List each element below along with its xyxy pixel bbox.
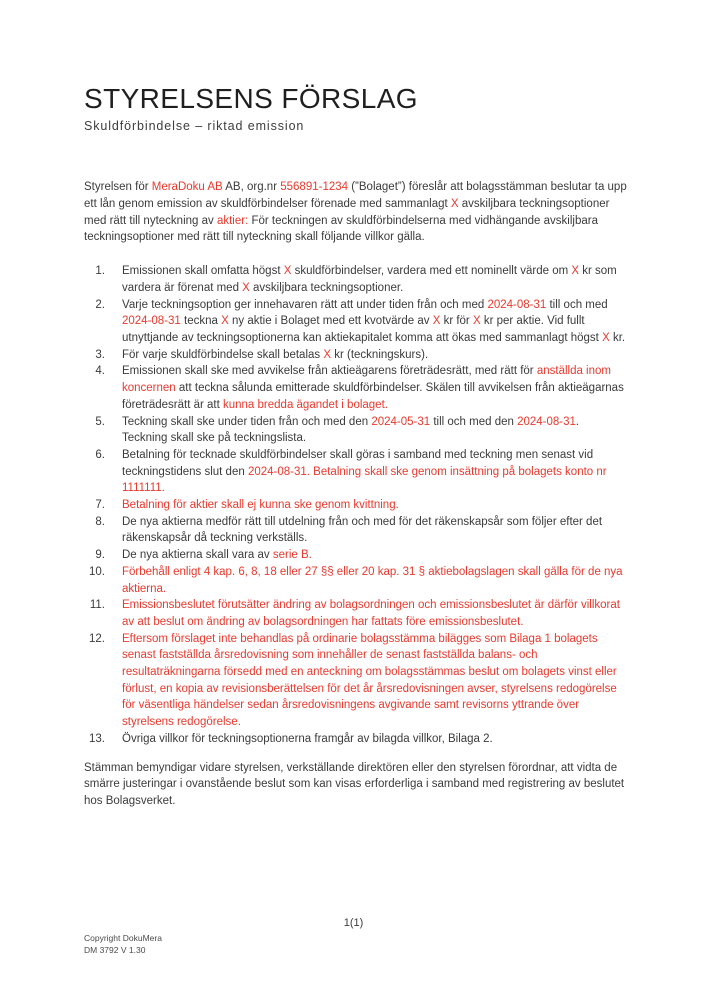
body-text: De nya aktierna medför rätt till utdelning från och med för det räkenskapsår som följer efter det räkenskapsår då teckning verkställs. xyxy=(122,515,603,545)
footer-copyright: Copyright DokuMera xyxy=(84,933,162,943)
item-number: 13. xyxy=(89,732,105,745)
terms-list-item xyxy=(84,564,627,597)
terms-list-item xyxy=(84,631,627,731)
highlighted-field-text: X xyxy=(602,331,610,344)
body-text: skuldförbindelser, vardera med ett nominellt värde om xyxy=(291,265,572,278)
item-number: 10. xyxy=(89,565,105,578)
terms-list xyxy=(84,263,627,747)
body-text: Betalning för tecknade skuldförbindelser skall göras i samband med teckning men senast vid teckningstidens slut den xyxy=(122,448,594,478)
item-number: 4. xyxy=(95,365,105,378)
terms-list-item xyxy=(84,414,627,447)
item-text xyxy=(122,631,627,731)
item-number: 6. xyxy=(95,448,105,461)
item-text xyxy=(122,597,627,630)
item-text xyxy=(122,731,627,748)
item-text xyxy=(122,447,627,497)
item-number: 1. xyxy=(95,265,105,278)
highlighted-field-text: 2024-08-31 xyxy=(517,415,576,428)
item-text xyxy=(122,363,627,413)
body-text: teckna xyxy=(180,315,222,328)
highlighted-field-text: 2024-08-31. Betalning skall ske genom insättning på bolagets konto nr 1111111. xyxy=(122,465,607,495)
highlighted-field-text: 2024-05-31 xyxy=(371,415,431,428)
document-subtitle: Skuldförbindelse – riktad emission xyxy=(84,119,305,134)
highlighted-field-text: aktier: xyxy=(216,214,249,227)
body-text: att teckna sålunda emitterade skuldförbindelser. Skälen till avvikelsen från aktieägarnas företrädesrätt är att xyxy=(122,382,624,411)
highlighted-field-text: X xyxy=(450,198,459,211)
terms-list-item xyxy=(84,597,627,630)
highlighted-field-text: X xyxy=(242,281,250,294)
highlighted-field-text: X xyxy=(432,315,441,328)
document-title: STYRELSENS FÖRSLAG xyxy=(84,83,418,114)
highlighted-field-text: X xyxy=(323,348,332,361)
item-number: 11. xyxy=(89,599,105,612)
item-text xyxy=(122,414,627,447)
body-text: Emissionen skall ske med avvikelse från aktieägarens företrädesrätt, med rätt för xyxy=(122,365,537,378)
highlighted-field-text: kunna bredda ägandet i bolaget. xyxy=(223,398,388,411)
body-text: kr som vardera är förenat med xyxy=(122,265,617,294)
highlighted-field-text: 2024-08-31 xyxy=(487,298,547,311)
highlighted-field-text: Betalning för aktier skall ej kunna ske genom kvittning. xyxy=(122,499,399,512)
body-text: kr (teckningskurs). xyxy=(331,348,429,361)
body-text: avskiljbara teckningsoptioner med rätt till nyteckning av xyxy=(84,198,610,227)
item-text xyxy=(122,297,627,347)
item-text xyxy=(122,263,627,296)
body-text: till och med den xyxy=(430,415,518,428)
body-text: . Teckning skall ske på teckningslista. xyxy=(122,415,580,445)
item-number: 12. xyxy=(89,632,105,645)
terms-list-item xyxy=(84,363,627,413)
footer xyxy=(84,933,162,956)
highlighted-field-text: X xyxy=(472,315,481,328)
item-text xyxy=(122,514,627,547)
body-text: ny aktie i Bolaget med ett kvotvärde av xyxy=(228,315,433,328)
footer-document-id: DM 3792 V 1.30 xyxy=(84,944,146,955)
terms-list-item xyxy=(84,297,627,347)
highlighted-field-text: X xyxy=(283,265,292,278)
highlighted-field-text: MeraDoku AB xyxy=(151,181,223,194)
highlighted-field-text: Förbehåll enligt 4 kap. 6, 8, 18 eller 27 §§ eller 20 kap. 31 § aktiebolagslagen skall gälla för de nya aktierna. xyxy=(122,565,623,595)
item-number: 3. xyxy=(95,348,105,361)
body-text: De nya aktierna skall vara av xyxy=(122,549,273,562)
intro-paragraph xyxy=(84,179,627,246)
body-text: Teckning skall ske under tiden från och med den xyxy=(122,415,372,428)
highlighted-field-text: 2024-08-31 xyxy=(122,315,181,328)
item-text xyxy=(122,497,627,514)
body-text: avskiljbara teckningsoptioner. xyxy=(249,281,404,294)
body-text: Styrelsen för xyxy=(84,181,152,194)
highlighted-field-text: anställda inom koncernen xyxy=(122,365,611,395)
terms-list-item xyxy=(84,497,627,514)
terms-list-item xyxy=(84,731,627,748)
item-number: 7. xyxy=(95,499,105,512)
terms-list-item xyxy=(84,347,627,364)
body-text: Övriga villkor för teckningsoptionerna framgår av bilagda villkor, Bilaga 2. xyxy=(122,732,493,745)
body-text: För varje skuldförbindelse skall betalas xyxy=(122,348,324,361)
document-content xyxy=(84,83,627,810)
terms-list-item xyxy=(84,263,627,296)
highlighted-field-text: serie B. xyxy=(272,549,312,562)
item-text xyxy=(122,347,627,364)
terms-list-item xyxy=(84,514,627,547)
highlighted-field-text: X xyxy=(571,265,580,278)
body-text: Varje teckningsoption ger innehavaren rätt att under tiden från och med xyxy=(122,298,488,311)
terms-list-item xyxy=(84,547,627,564)
body-text: kr för xyxy=(440,315,473,328)
terms-list-item xyxy=(84,447,627,497)
item-text xyxy=(122,564,627,597)
body-text: till och med xyxy=(546,298,608,311)
body-text: kr per aktie. Vid fullt utnyttjande av teckningsoptionerna kan aktiekapitalet komma att ökas med sammanlagt högst xyxy=(122,315,603,344)
page-number: 1(1) xyxy=(343,917,364,929)
body-text: För teckningen av skuldförbindelserna med vidhängande avskiljbara teckningsoptioner med rätt till nyteckning skall följande villkor gälla. xyxy=(84,214,598,244)
body-text: Emissionen skall omfatta högst xyxy=(122,265,284,278)
body-text: Stämman bemyndigar vidare styrelsen, verkställande direktören eller den styrelsen förordnar, att vidta de smärre justeringar i ovanstående beslut som kan visas erforderliga i samband med registrering av beslutet hos Bolagsverket. xyxy=(84,761,625,807)
highlighted-field-text: Emissionsbeslutet förutsätter ändring av bolagsordningen och emissionsbeslutet är därför villkorat av att beslut om ändring av bolagsordningen har fattats före emissionsbeslutet. xyxy=(122,599,620,628)
body-text: AB, org.nr xyxy=(222,181,281,194)
highlighted-field-text: Eftersom förslaget inte behandlas på ordinarie bolagsstämma bilägges som Bilaga 1 bolagets senast fastställda årsredovisning som innehåller de senast fastställda balans- och resultaträkningarna försedd med en anteckning om bolagsstämmas beslut om bolagets vinst eller förlust, en kopia av revisionsberättelsen för det år årsredovisningen avser, styrelsens redogörelse för väsentliga händelser sedan årsredovisningens avgivande samt revisorns yttrande över styrelsens redogörelse. xyxy=(122,632,617,729)
item-number: 9. xyxy=(95,549,105,562)
item-number: 5. xyxy=(95,415,105,428)
highlighted-field-text: X xyxy=(221,315,229,328)
item-text xyxy=(122,547,627,564)
body-text: kr. xyxy=(609,331,626,344)
closing-paragraph xyxy=(84,760,627,810)
body-text: (”Bolaget”) föreslår att bolagsstämman beslutar ta upp ett lån genom emission av skuldförbindelser förenade med sammanlagt xyxy=(84,181,627,211)
highlighted-field-text: 556891-1234 xyxy=(280,181,349,194)
item-number: 8. xyxy=(95,515,105,528)
item-number: 2. xyxy=(95,298,105,311)
